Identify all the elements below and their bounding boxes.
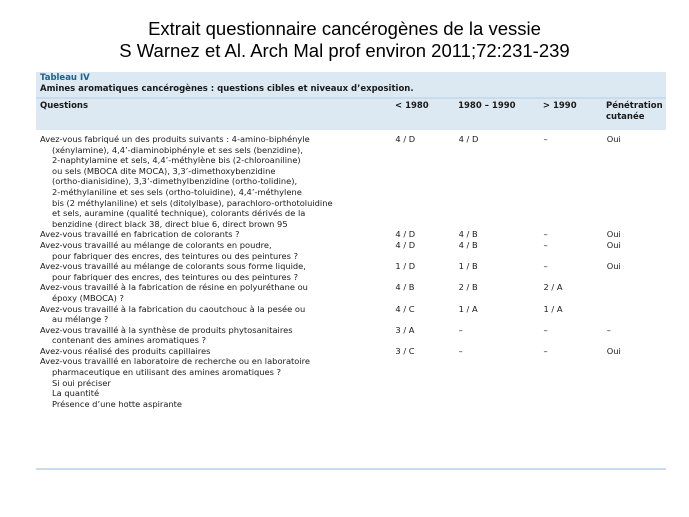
header-cutaneous-line-1: Pénétration [606,101,663,111]
1980-1990-cell: 4 / B [458,229,478,240]
question-line: Présence d’une hotte aspirante [52,398,183,409]
question-line: Avez-vous réalisé des produits capillaires [40,345,211,356]
question-cell [40,304,395,325]
question-line: Avez-vous travaillé en fabrication de colorants ? [40,229,240,240]
1980-1990-cell: 4 / D [458,134,479,144]
before-1980-cell: 4 / C [395,303,415,314]
question-line: (ortho-dianisidine), 3,3’-dimethylbenzidine (ortho-tolidine), [52,176,298,187]
cutaneous-cell [607,282,662,303]
after-1990-cell [544,356,607,409]
after-1990-cell: 2 / A [543,282,563,293]
after-1990-cell: 1 / A [543,303,563,314]
question-line: 2-méthylaniline et ses sels (ortho-toluidine), 4,4’-méthylene [52,186,302,197]
table-row [40,229,662,240]
table-body [36,130,666,409]
1980-1990-cell: 1 / B [458,261,478,272]
cutaneous-cell: Oui [606,261,621,272]
question-line: au mélange ? [52,314,109,325]
question-line: époxy (MBOCA) ? [52,292,124,303]
table-header-band [36,72,666,97]
after-1990-cell: – [543,134,548,144]
question-line: pour fabriquer des encres, des teintures ou des peintures ? [52,250,299,261]
before-1980-cell: 4 / D [395,134,416,144]
table-row [40,240,662,261]
question-cell [40,282,395,303]
question-line: benzidine (direct black 38, direct blue 6, direct brown 95 [52,218,288,229]
before-1980-cell: 1 / D [395,261,416,272]
question-line: et sels, auramine (qualité technique), colorants dérivés de la [52,208,306,219]
after-1990-cell: – [543,261,548,272]
table-bottom-rule [36,468,666,470]
1980-1990-cell: – [458,345,463,356]
question-cell [40,229,395,240]
question-line: bis (2 méthylaniline) et sels (ditolylbase), parachloro-orthotoluidine [52,197,333,208]
header-questions: Questions [40,101,89,111]
slide-title [0,18,689,62]
table-row [40,325,662,346]
table-row [40,356,662,409]
slide-title-line-1: Extrait questionnaire cancérogènes de la vessie [148,18,541,39]
question-line: Avez-vous travaillé en laboratoire de recherche ou en laboratoire [40,356,310,367]
question-line: Avez-vous travaillé à la fabrication du caoutchouc à la pesée ou [40,303,306,314]
question-line: pharmaceutique en utilisant des amines aromatiques ? [52,367,282,378]
column-headers [36,97,666,130]
header-cutaneous [606,101,662,127]
1980-1990-cell: 1 / A [458,303,478,314]
table-row [40,282,662,303]
question-line: ou sels (MBOCA dite MOCA), 3,3’-dimethoxybenzidine [52,165,276,176]
table-caption: Amines aromatiques cancérogènes : questions cibles et niveaux d’exposition. [40,84,414,94]
question-line: Avez-vous travaillé au mélange de colorants sous forme liquide, [40,261,306,272]
question-line: Avez-vous travaillé à la fabrication de résine en polyuréthane ou [40,282,308,293]
before-1980-cell: 4 / D [395,229,416,240]
slide-title-line-2: S Warnez et Al. Arch Mal prof environ 2011;72:231-239 [119,40,570,61]
question-line: Avez-vous travaillé au mélange de colorants en poudre, [40,239,272,250]
before-1980-cell: 4 / B [395,282,415,293]
cutaneous-cell: Oui [606,345,621,356]
questionnaire-table [36,72,666,409]
cutaneous-cell: Oui [606,239,621,250]
table-label: Tableau IV [40,73,90,83]
question-cell [40,261,395,282]
table-row [40,261,662,282]
before-1980-cell: 3 / A [395,324,415,335]
question-cell [40,346,395,357]
before-1980-cell [395,356,458,409]
question-line: Avez-vous travaillé à la synthèse de produits phytosanitaires [40,324,293,335]
table-row [40,304,662,325]
table-row [40,134,662,229]
after-1990-cell: – [543,229,548,240]
question-line: Avez-vous fabriqué un des produits suivants : 4-amino-biphényle [40,134,310,144]
cutaneous-cell: Oui [606,229,621,240]
header-1980-1990: 1980 – 1990 [458,101,516,111]
after-1990-cell: – [543,324,548,335]
1980-1990-cell: 4 / B [458,239,478,250]
header-after-1990: > 1990 [542,101,577,111]
table-row [40,346,662,357]
header-cutaneous-line-2: cutanée [606,111,645,122]
question-cell [40,356,395,409]
question-cell [40,325,395,346]
1980-1990-cell: 2 / B [458,282,478,293]
before-1980-cell: 4 / D [395,239,416,250]
question-line: Si oui préciser [52,377,111,388]
cutaneous-cell: Oui [606,134,621,144]
question-line: La quantité [52,388,100,399]
1980-1990-cell [459,356,544,409]
header-before-1980: < 1980 [394,101,429,111]
1980-1990-cell: – [458,324,463,335]
after-1990-cell: – [543,345,548,356]
question-line: (xénylamine), 4,4’-diaminobiphényle et ses sels (benzidine), [52,144,303,155]
cutaneous-cell: – [606,324,611,335]
question-cell [40,240,395,261]
cutaneous-cell [607,304,662,325]
question-line: pour fabriquer des encres, des teintures ou des peintures ? [52,271,299,282]
question-cell [40,134,395,229]
after-1990-cell: – [543,239,548,250]
question-line: contenant des amines aromatiques ? [52,335,206,346]
question-line: 2-naphtylamine et sels, 4,4’-méthylène bis (2-chloroaniline) [52,155,301,166]
before-1980-cell: 3 / C [395,345,415,356]
cutaneous-cell [607,356,662,409]
